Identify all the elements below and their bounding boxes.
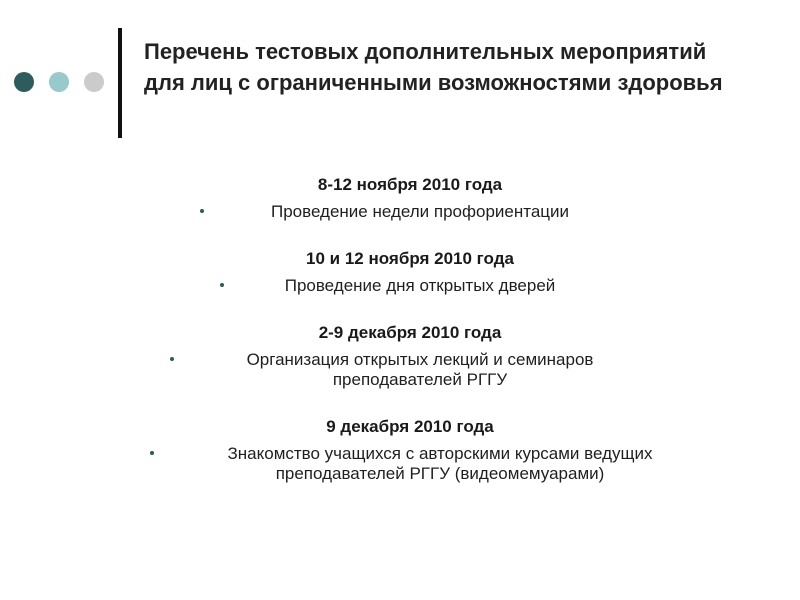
event-item xyxy=(200,202,620,222)
event-1 xyxy=(150,174,670,222)
event-date: 10 и 12 ноября 2010 года xyxy=(306,249,514,268)
event-item-text: Знакомство учащихся с авторскими курсами ведущих преподавателей РГГУ (видеомемуарами) xyxy=(227,444,653,483)
bullet-icon xyxy=(200,209,204,213)
dot-gray xyxy=(84,72,104,92)
event-3 xyxy=(150,322,670,390)
bullet-icon xyxy=(150,451,154,455)
event-item-text: Организация открытых лекций и семинаров преподавателей РГГУ xyxy=(246,350,594,389)
event-item xyxy=(220,276,600,296)
event-4 xyxy=(150,416,670,484)
slide-title: Перечень тестовых дополнительных мероприятий для лиц с ограниченными возможностями здоровья xyxy=(144,39,723,95)
title-divider xyxy=(118,28,122,138)
decorative-dots xyxy=(14,72,104,92)
event-date: 2-9 декабря 2010 года xyxy=(318,323,502,342)
event-2 xyxy=(150,248,670,296)
event-item-text: Проведение недели профориентации xyxy=(270,202,570,221)
event-item xyxy=(150,444,710,484)
dot-light-teal xyxy=(49,72,69,92)
event-item-text: Проведение дня открытых дверей xyxy=(284,276,556,295)
events-list xyxy=(150,174,670,510)
event-item xyxy=(170,350,650,390)
dot-dark-teal xyxy=(14,72,34,92)
bullet-icon xyxy=(220,283,224,287)
bullet-icon xyxy=(170,357,174,361)
event-date: 8-12 ноября 2010 года xyxy=(317,175,503,194)
event-date: 9 декабря 2010 года xyxy=(326,417,494,436)
